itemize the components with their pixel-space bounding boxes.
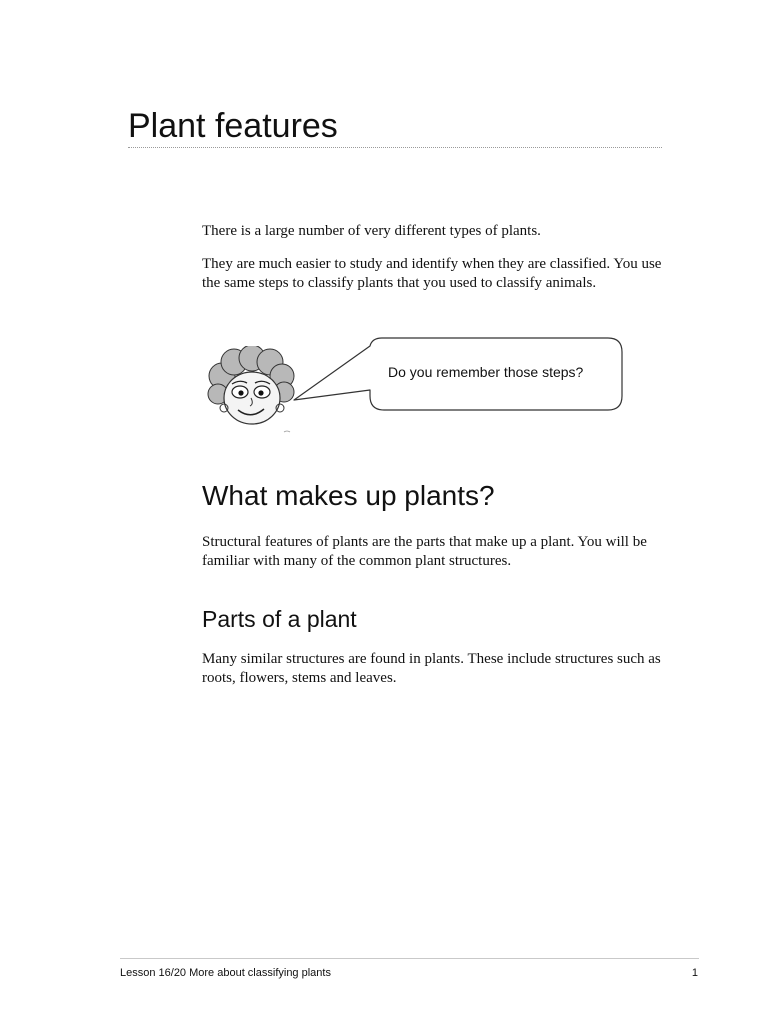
title-divider bbox=[128, 147, 662, 148]
footer-lesson-label: Lesson 16/20 More about classifying plants bbox=[120, 967, 331, 979]
section-heading-parts-of-a-plant: Parts of a plant bbox=[202, 606, 357, 632]
intro-paragraph-2: They are much easier to study and identify when they are classified. You use the same steps to classify plants that you used to classify animals. bbox=[202, 256, 662, 291]
footer-divider bbox=[120, 958, 699, 959]
cartoon-student-face-icon bbox=[200, 346, 300, 438]
intro-paragraph-1: There is a large number of very different types of plants. bbox=[202, 223, 541, 239]
section-paragraph-parts: Many similar structures are found in plants. These include structures such as roots, flowers, stems and leaves. bbox=[202, 651, 661, 686]
footer-page-number: 1 bbox=[691, 967, 698, 979]
section-paragraph-structural-features: Structural features of plants are the parts that make up a plant. You will be familiar with many of the common plant structures. bbox=[202, 534, 647, 569]
page-title: Plant features bbox=[128, 107, 338, 145]
section-heading-what-makes-up-plants: What makes up plants? bbox=[202, 480, 495, 511]
speech-bubble-text: Do you remember those steps? bbox=[388, 364, 584, 380]
